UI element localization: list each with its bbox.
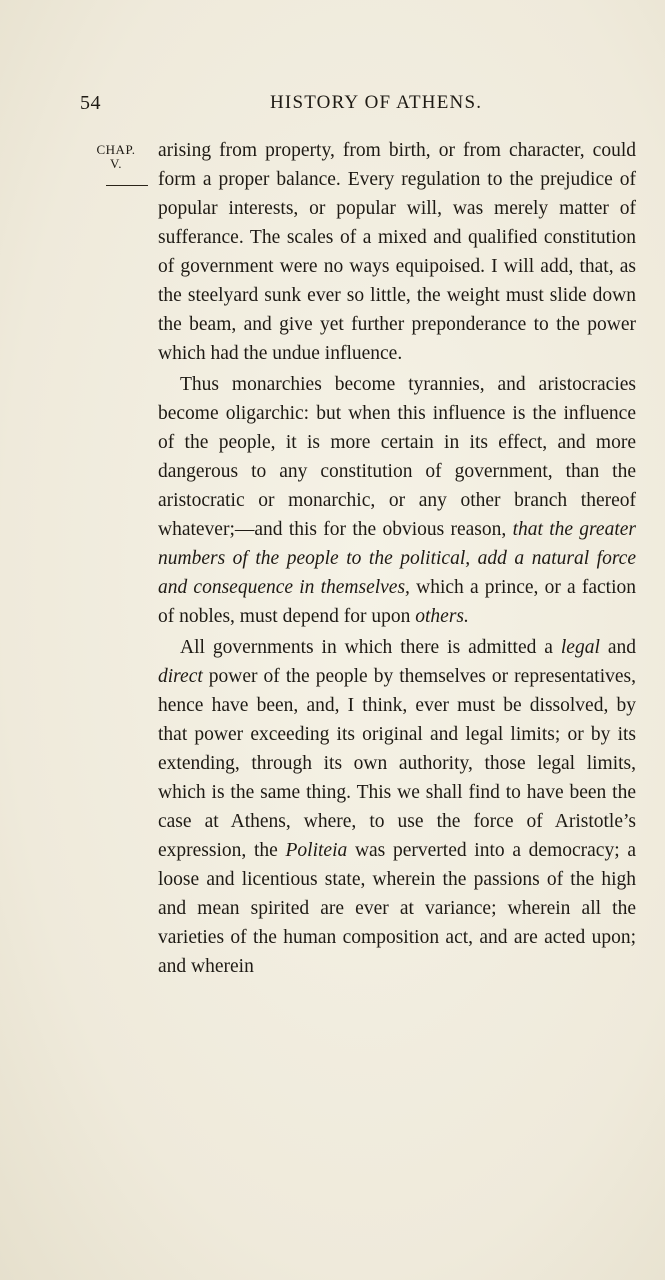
chapter-marginal-note <box>92 143 140 171</box>
text-run <box>470 548 478 569</box>
text-run: power of the people by themselves or representatives, hence have been, and, I think, ever must be dissolved, by that power exceeding its original and legal limits; or by its extending, through its own authority, those legal limits, which is the same thing. This we shall find to have been the case at Athens, where, to use the force of Aristotle’s expression, the <box>158 666 636 861</box>
italic-phrase: add a natural force and consequence in themselves, <box>158 548 636 598</box>
running-title: HISTORY OF ATHENS. <box>270 92 483 113</box>
page-number: 54 <box>80 92 101 114</box>
italic-phrase: direct <box>158 666 203 687</box>
marginal-rule <box>106 185 148 186</box>
paragraph-2 <box>158 370 636 631</box>
italic-phrase: others. <box>415 606 469 627</box>
text-run: and <box>599 637 636 658</box>
italic-phrase: that the greater numbers of the people to the political, <box>158 519 636 569</box>
text-run: which a prince, or a faction of nobles, must depend for upon <box>158 577 636 627</box>
body-text <box>158 136 636 981</box>
text-run: Thus monarchies become tyrannies, and aristocracies become oligarchic: but when this influence is the influence of the people, it is more certain in its effect, and more dangerous to any constitution of government, than the aristocratic or monarchic, or any other branch thereof whatever;—and this for the obvious reason, <box>158 374 636 540</box>
italic-phrase: Politeia <box>285 840 348 861</box>
paragraph-3 <box>158 633 636 981</box>
paragraph-1 <box>158 136 636 368</box>
chapter-label: CHAP. <box>96 142 136 157</box>
text-run: arising from property, from birth, or from character, could form a proper balance. Every regulation to the prejudice of popular interests, or popular will, was merely matter of sufferance. The scales of a mixed and qualified constitution of government were no ways equipoised. I will add, that, as the steelyard sunk ever so little, the weight must slide down the beam, and give yet further preponderance to the power which had the undue influence. <box>158 140 636 364</box>
text-run: All governments in which there is admitted a <box>180 637 561 658</box>
chapter-number: V. <box>110 156 122 171</box>
italic-phrase: legal <box>560 637 600 658</box>
text-run: was perverted into a democracy; a loose and licentious state, wherein the passions of the high and mean spirited are ever at variance; wherein all the varieties of the human composition act, and are acted upon; and wherein <box>158 840 636 977</box>
